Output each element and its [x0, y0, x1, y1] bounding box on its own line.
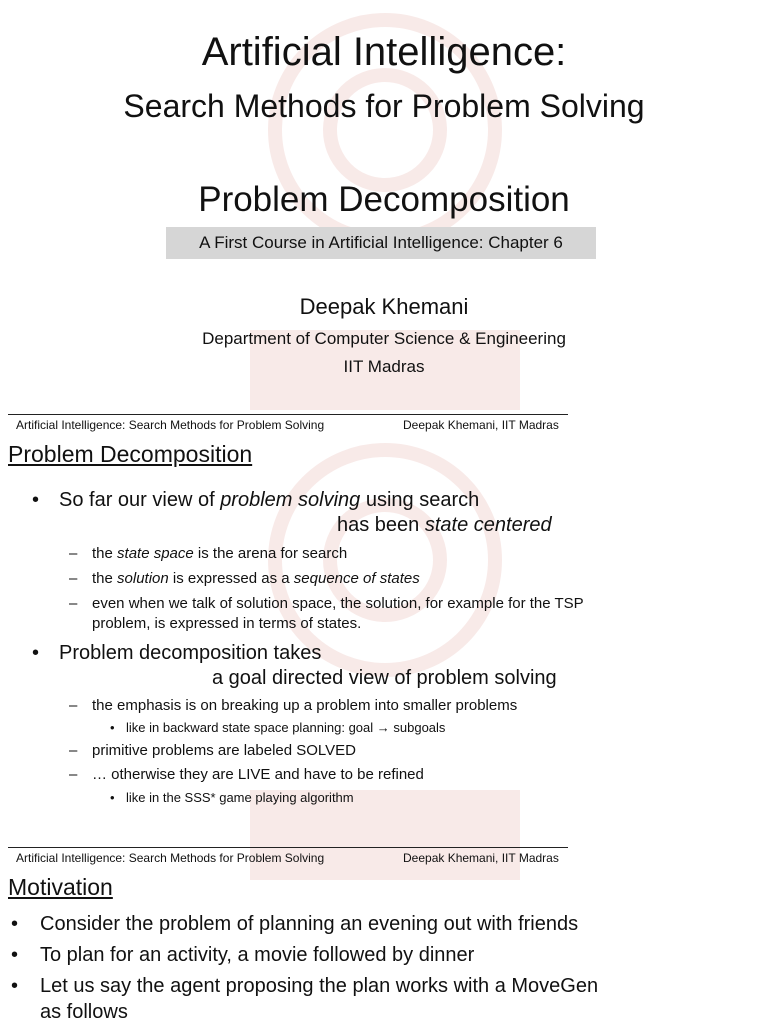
footer-right: Deepak Khemani, IIT Madras	[403, 418, 559, 432]
bullet-mark: •	[11, 944, 19, 966]
bullet-text: using search	[360, 489, 480, 511]
slide3-heading: Motivation	[8, 874, 113, 900]
sub-text: primitive problems are labeled SOLVED	[92, 742, 357, 759]
slide3-bullet-3-continuation: as follows	[40, 1001, 128, 1023]
footer-right: Deepak Khemani, IIT Madras	[403, 851, 559, 865]
slide1-topic: Problem Decomposition	[198, 180, 570, 219]
dash-mark: –	[69, 766, 78, 783]
bullet-text: So far our view of	[59, 489, 221, 511]
bullet-text: Consider the problem of planning an evening out with friends	[40, 913, 579, 935]
sub-text: … otherwise they are LIVE and have to be refined	[92, 766, 424, 783]
footer-rule	[8, 847, 568, 848]
chapter-label: A First Course in Artificial Intelligence: Chapter 6	[199, 233, 563, 252]
slide2-bullet-1	[32, 489, 480, 512]
dash-mark: –	[69, 570, 78, 587]
department-name: Department of Computer Science & Engineering	[202, 329, 566, 348]
footer-rule	[8, 414, 568, 415]
sub-text: even when we talk of solution space, the solution, for example for the TSP	[92, 595, 584, 612]
subsub-text: like in backward state space planning: goal → subgoals	[126, 720, 446, 735]
sub-text: the	[92, 545, 118, 562]
bullet-mark: •	[32, 489, 40, 511]
slide2-sub-1	[69, 545, 348, 562]
slide3-bullet-3	[11, 975, 599, 998]
slide2-heading: Problem Decomposition	[8, 441, 253, 467]
bullet-text: has been	[337, 514, 425, 536]
bullet-emphasis: problem solving	[220, 489, 361, 511]
slide2-sub-3	[69, 595, 584, 612]
slide2-sub-2	[69, 570, 420, 587]
slide1-title: Artificial Intelligence:	[201, 30, 567, 74]
bullet-mark: •	[11, 975, 19, 997]
bullet-text: Let us say the agent proposing the plan works with a MoveGen	[40, 975, 599, 997]
dash-mark: –	[69, 545, 78, 562]
slide3-bullet-1	[11, 913, 579, 936]
dash-mark: –	[69, 742, 78, 759]
footer-left: Artificial Intelligence: Search Methods for Problem Solving	[16, 851, 325, 865]
bullet-emphasis: state centered	[424, 514, 552, 536]
sub-emphasis: solution	[117, 570, 169, 587]
slide2-sub-4	[69, 697, 518, 714]
slide2-sub-6	[69, 766, 424, 783]
slide2-subsub-1	[110, 720, 446, 735]
author-name: Deepak Khemani	[299, 294, 469, 319]
bullet-text: Problem decomposition takes	[59, 642, 322, 664]
dash-mark: –	[69, 595, 78, 612]
slide3-bullet-2	[11, 944, 475, 967]
slide2-bullet-2	[32, 642, 322, 665]
slide2-bullet-2-continuation: a goal directed view of problem solving	[212, 667, 557, 689]
footer-left: Artificial Intelligence: Search Methods for Problem Solving	[16, 418, 325, 432]
dash-mark: –	[69, 697, 78, 714]
slide1-subtitle: Search Methods for Problem Solving	[123, 88, 645, 124]
sub-emphasis: state space	[117, 545, 194, 562]
sub-text: the emphasis is on breaking up a problem into smaller problems	[92, 697, 518, 714]
bullet-mark: •	[110, 790, 115, 805]
bullet-mark: •	[32, 642, 40, 664]
institute-name: IIT Madras	[343, 357, 425, 376]
subsub-text: like in the SSS* game playing algorithm	[126, 790, 354, 805]
sub-text: is the arena for search	[193, 545, 348, 562]
slide2-bullet-1-continuation	[337, 514, 552, 537]
sub-emphasis: sequence of states	[293, 570, 420, 587]
bullet-mark: •	[110, 720, 115, 735]
slide2-subsub-2	[110, 790, 354, 805]
sub-text: is expressed as a	[168, 570, 294, 587]
bullet-text: To plan for an activity, a movie followed by dinner	[40, 944, 475, 966]
slide2-sub-3-continuation: problem, is expressed in terms of states.	[92, 615, 362, 632]
sub-text: the	[92, 570, 118, 587]
slide2-sub-5	[69, 742, 357, 759]
bullet-mark: •	[11, 913, 19, 935]
